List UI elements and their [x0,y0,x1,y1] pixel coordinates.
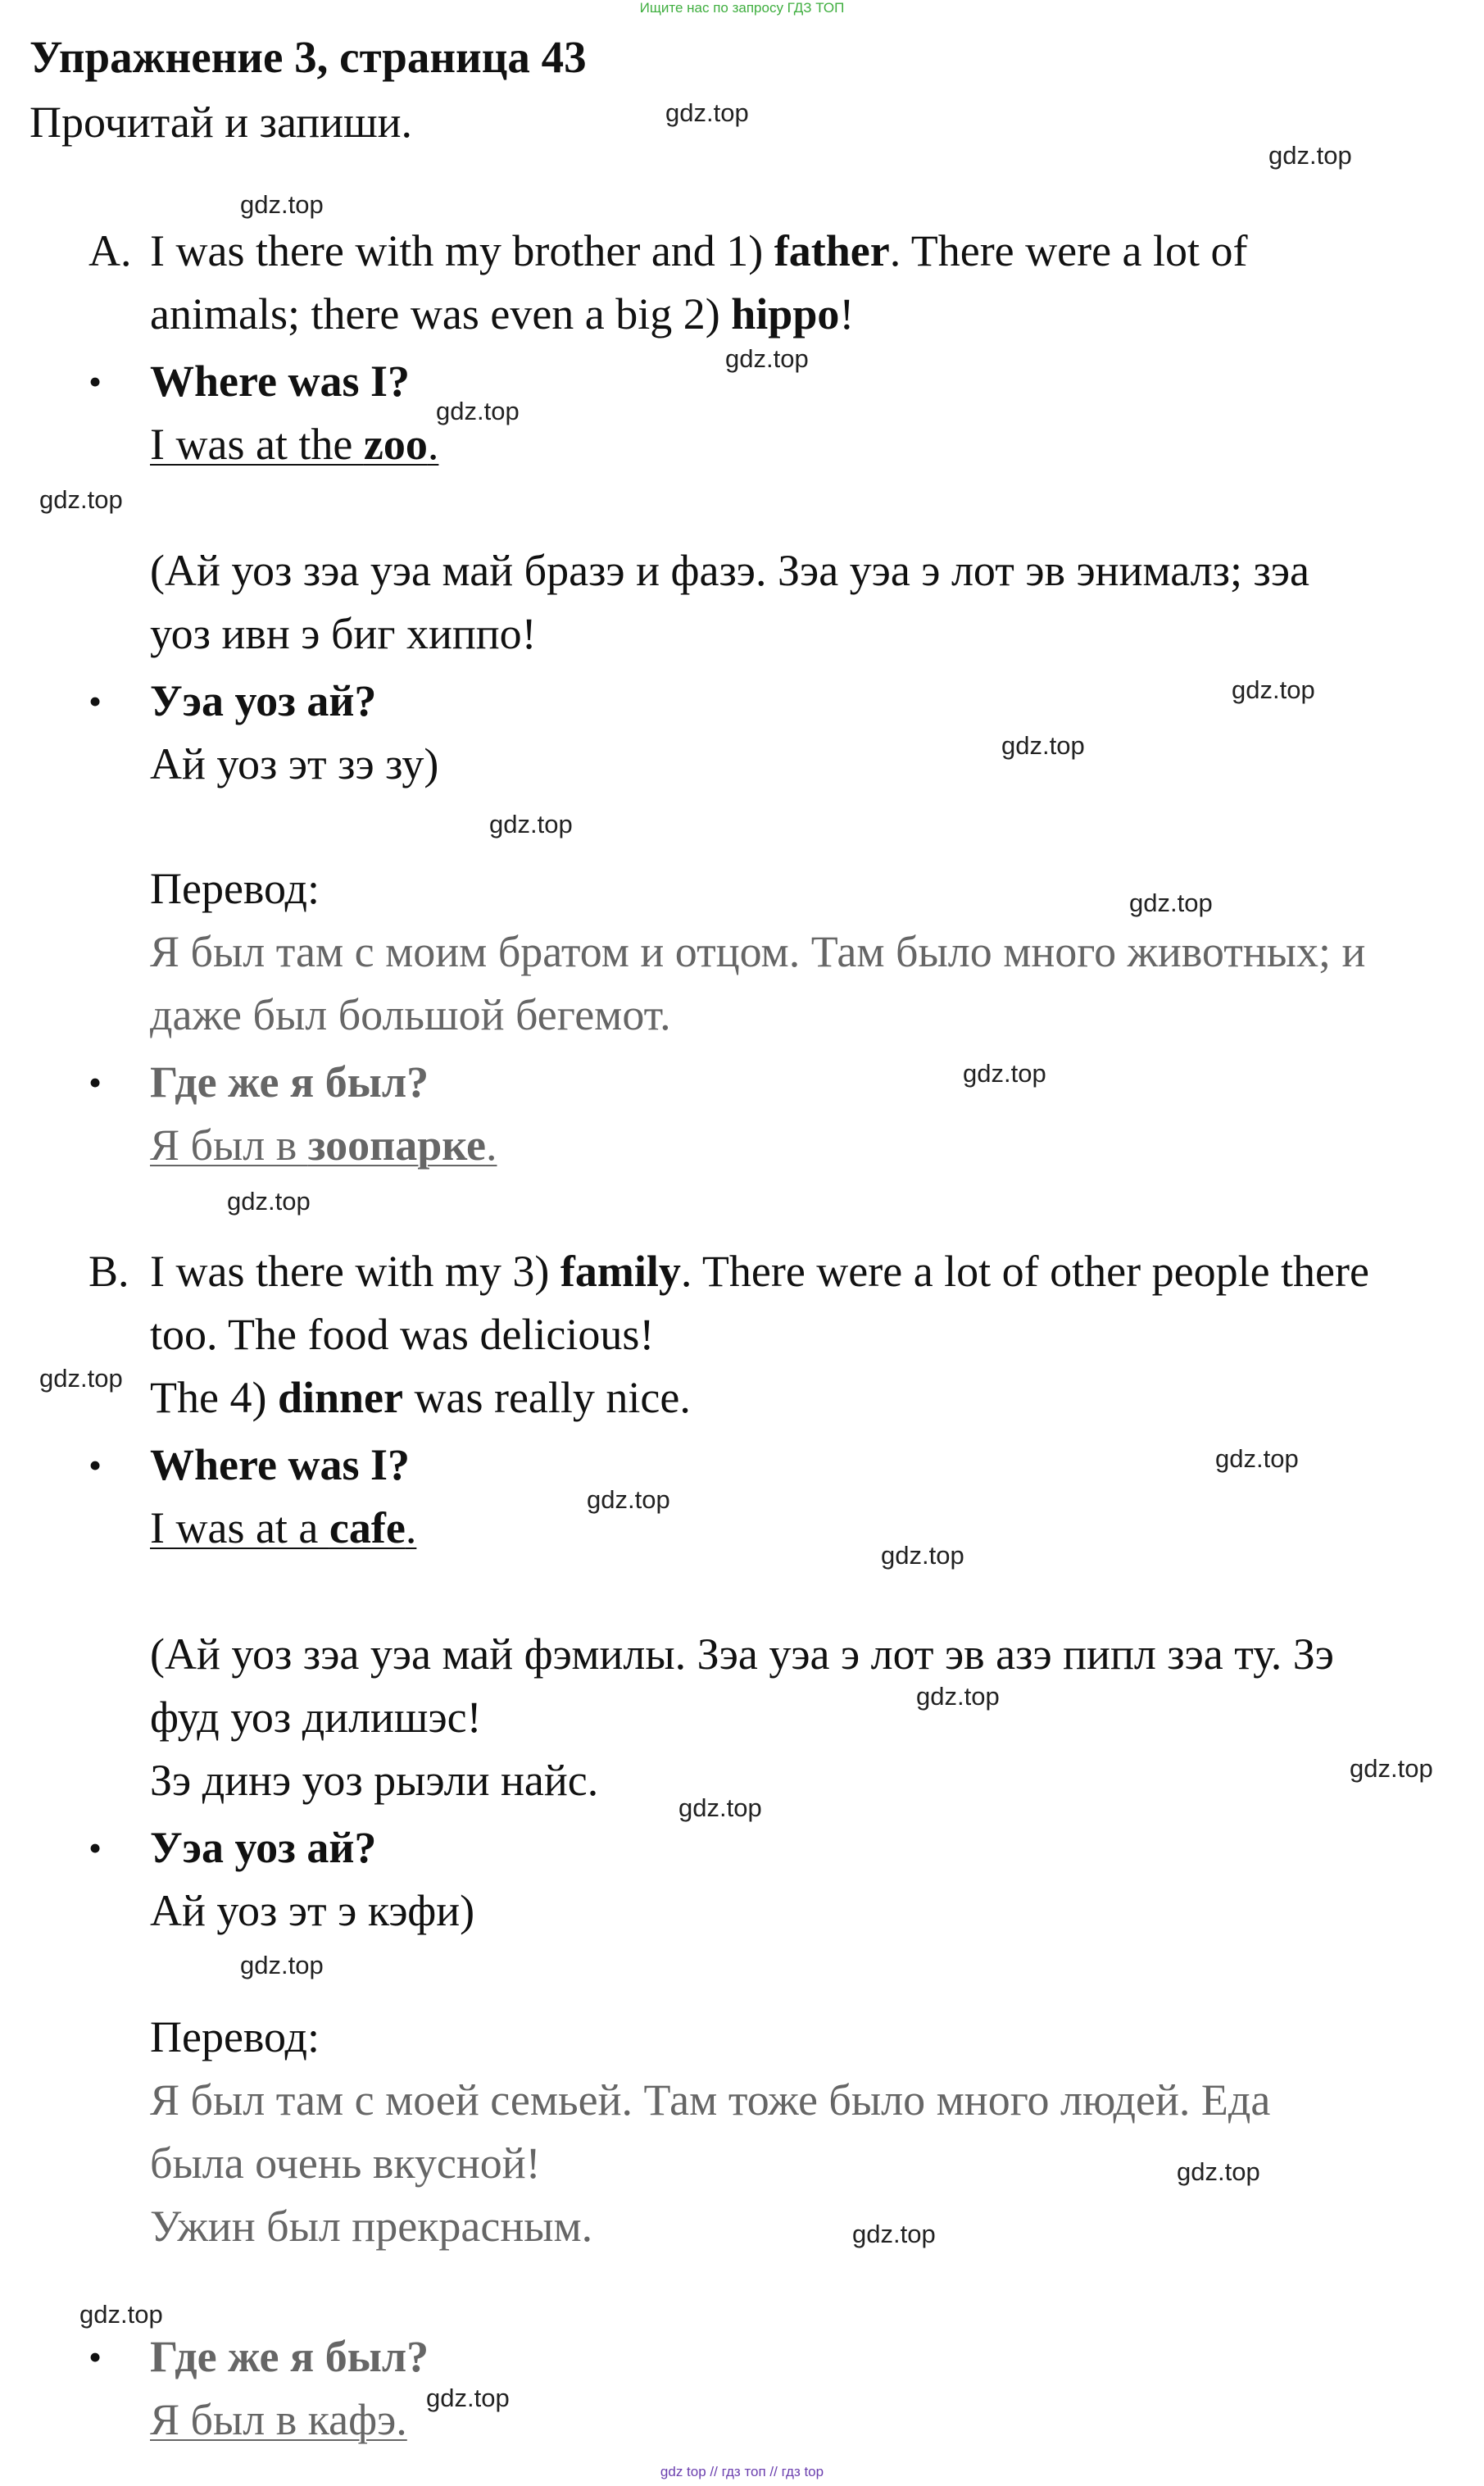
footer-note: gdz top // гдз топ // гдз top [660,2464,824,2479]
section-a-letter: A. [88,226,132,275]
section-b-transcription-1: (Ай уоз зэа уэа май фэмилы. Зэа уэа э лот эв азэ пипл зэа ту. Зэ [150,1629,1334,1679]
section-b-line-2: too. The food was delicious! [150,1310,655,1359]
section-b-transcription-2: фуд уоз дилишэс! [150,1693,482,1742]
watermark: gdz.top [881,1541,964,1570]
section-b-translation-label: Перевод: [150,2012,320,2061]
watermark: gdz.top [39,485,123,514]
bullet: • [88,680,102,722]
watermark: gdz.top [963,1059,1046,1088]
top-search-note: Ищите нас по запросу ГДЗ ТОП [639,0,845,16]
watermark: gdz.top [852,2220,936,2248]
section-a-translation-1: Я был там с моим братом и отцом. Там было много животных; и [150,927,1366,976]
watermark: gdz.top [240,190,324,219]
answer-hippo: hippo [731,289,840,339]
section-b-line-1: I was there with my 3) family. There were a lot of other people there [150,1247,1369,1296]
watermark: gdz.top [1268,141,1352,170]
section-a-trans-answer: Ай уоз эт зэ зу) [150,739,439,789]
bullet: • [88,2336,102,2378]
answer-family: family [560,1247,681,1296]
watermark: gdz.top [1215,1444,1299,1473]
section-b-transcription-3: Зэ динэ уоз рыэли найс. [150,1756,599,1805]
section-a-trans-question: Уэа уоз ай? [150,676,377,725]
section-a-line-2: animals; there was even a big 2) hippo! [150,289,855,339]
watermark: gdz.top [665,98,749,127]
watermark: gdz.top [79,2300,163,2329]
page-subtitle: Прочитай и запиши. [29,98,413,147]
watermark: gdz.top [587,1485,670,1514]
watermark: gdz.top [1129,889,1213,917]
bullet: • [88,1444,102,1486]
watermark: gdz.top [436,397,520,425]
section-a-ru-question: Где же я был? [150,1057,429,1107]
watermark: gdz.top [227,1187,311,1216]
section-a-line-1: I was there with my brother and 1) father. There were a lot of [150,226,1248,275]
bullet: • [88,1061,102,1103]
watermark: gdz.top [916,1682,1000,1711]
section-b-translation-2: была очень вкусной! [150,2138,541,2188]
section-b-line-3: The 4) dinner was really nice. [150,1373,691,1422]
answer-dinner: dinner [277,1373,403,1422]
bullet: • [88,361,102,402]
section-b-letter: B. [88,1247,129,1296]
watermark: gdz.top [1001,731,1085,760]
answer-father: father [774,226,890,275]
section-b-ru-answer: Я был в кафэ. [150,2395,407,2444]
section-a-translation-label: Перевод: [150,864,320,913]
section-a-answer: I was at the zoo. [150,420,439,469]
watermark: gdz.top [240,1951,324,1979]
watermark: gdz.top [489,810,573,839]
section-b-trans-answer: Ай уоз эт э кэфи) [150,1886,475,1935]
section-b-answer: I was at a cafe. [150,1503,417,1552]
watermark: gdz.top [1177,2157,1260,2186]
section-b-translation-3: Ужин был прекрасным. [150,2202,593,2251]
section-a-transcription-2: уоз ивн э биг хиппо! [150,609,537,658]
bullet: • [88,1827,102,1869]
section-b-trans-question: Уэа уоз ай? [150,1823,377,1872]
section-b-translation-1: Я был там с моей семьей. Там тоже было много людей. Еда [150,2075,1271,2125]
watermark: gdz.top [426,2384,510,2412]
section-a-question: Where was I? [150,357,410,406]
section-a-translation-2: даже был большой бегемот. [150,990,671,1039]
watermark: gdz.top [1350,1754,1433,1783]
watermark: gdz.top [725,344,809,373]
watermark: gdz.top [678,1793,762,1822]
section-b-ru-question: Где же я был? [150,2332,429,2381]
watermark: gdz.top [39,1364,123,1393]
watermark: gdz.top [1232,675,1315,704]
section-a-transcription-1: (Ай уоз зэа уэа май бразэ и фазэ. Зэа уэа э лот эв энималз; зэа [150,546,1309,595]
section-a-ru-answer: Я был в зоопарке. [150,1120,497,1170]
page-title: Упражнение 3, страница 43 [29,32,587,82]
section-b-question: Where was I? [150,1440,410,1489]
